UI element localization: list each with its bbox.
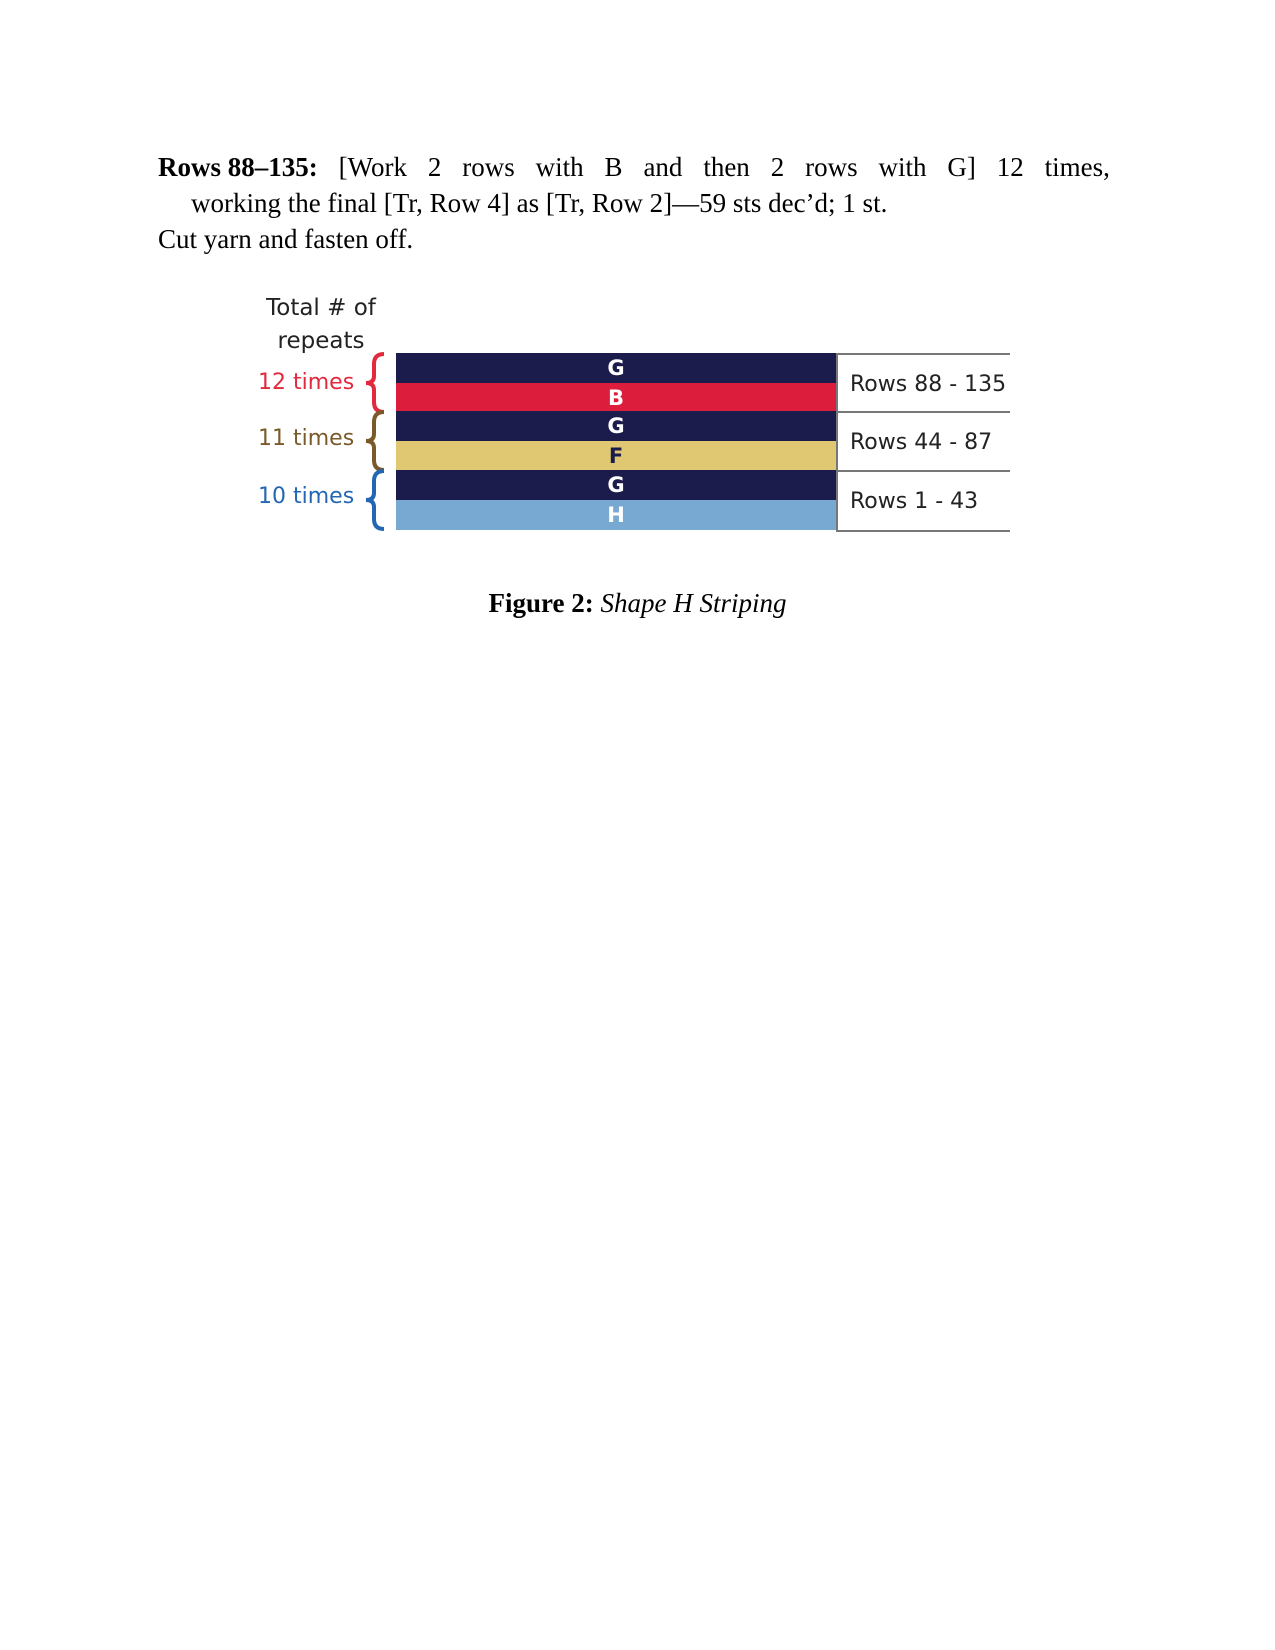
- word: rows: [805, 152, 858, 182]
- word: 12: [996, 152, 1024, 182]
- repeat-count-11: 11 times: [258, 426, 355, 451]
- caption-label: Figure 2:: [488, 588, 594, 618]
- stripe-f: [396, 441, 836, 471]
- figure-caption: [0, 588, 1275, 619]
- stripe-letter: G: [607, 414, 625, 438]
- word: 2: [770, 152, 785, 182]
- stripe-g: [396, 353, 836, 383]
- word: times,: [1044, 152, 1110, 182]
- word: 2: [427, 152, 442, 182]
- word: and: [643, 152, 683, 182]
- word: B: [604, 152, 623, 182]
- word: [Work: [338, 152, 407, 182]
- row-range-box: [836, 470, 1010, 532]
- stripe-letter: F: [608, 444, 624, 468]
- brace-path: [366, 412, 384, 470]
- row-range-box: [836, 353, 1010, 414]
- repeat-count-12: 12 times: [258, 370, 355, 395]
- repeats-header: [256, 292, 386, 358]
- brace-11-times: [362, 410, 392, 472]
- word: with: [878, 152, 927, 182]
- stripe-letter: G: [607, 356, 625, 380]
- stripe-g: [396, 411, 836, 441]
- word: then: [703, 152, 750, 182]
- striping-figure: [0, 0, 1275, 640]
- cut-yarn-line: Cut yarn and fasten off.: [158, 224, 414, 254]
- brace-path: [366, 354, 384, 412]
- word: with: [535, 152, 584, 182]
- stripe-g: [396, 470, 836, 500]
- stripe-b: [396, 383, 836, 413]
- word: rows: [462, 152, 515, 182]
- brace-10-times: [362, 469, 392, 531]
- stripe-letter: B: [607, 386, 624, 410]
- brace-12-times: [362, 352, 392, 414]
- header-line-1: Total # of: [266, 295, 376, 321]
- stripe-letter: G: [607, 473, 625, 497]
- row-range-box: [836, 411, 1010, 472]
- instruction-line-2: working the final [Tr, Row 4] as [Tr, Row 2]—59 sts dec’d; 1 st.: [191, 188, 888, 218]
- brace-path: [366, 471, 384, 529]
- stripe-letter: H: [607, 503, 625, 527]
- row-range-44-87: Rows 44 - 87: [850, 430, 993, 455]
- caption-title: Shape H Striping: [600, 588, 787, 618]
- rows-label: Rows 88–135:: [158, 152, 318, 182]
- repeat-count-10: 10 times: [258, 484, 355, 509]
- word: G]: [947, 152, 976, 182]
- header-line-2: repeats: [277, 328, 365, 354]
- stripe-h: [396, 500, 836, 530]
- row-range-1-43: Rows 1 - 43: [850, 489, 979, 514]
- row-range-88-135: Rows 88 - 135: [850, 372, 1007, 397]
